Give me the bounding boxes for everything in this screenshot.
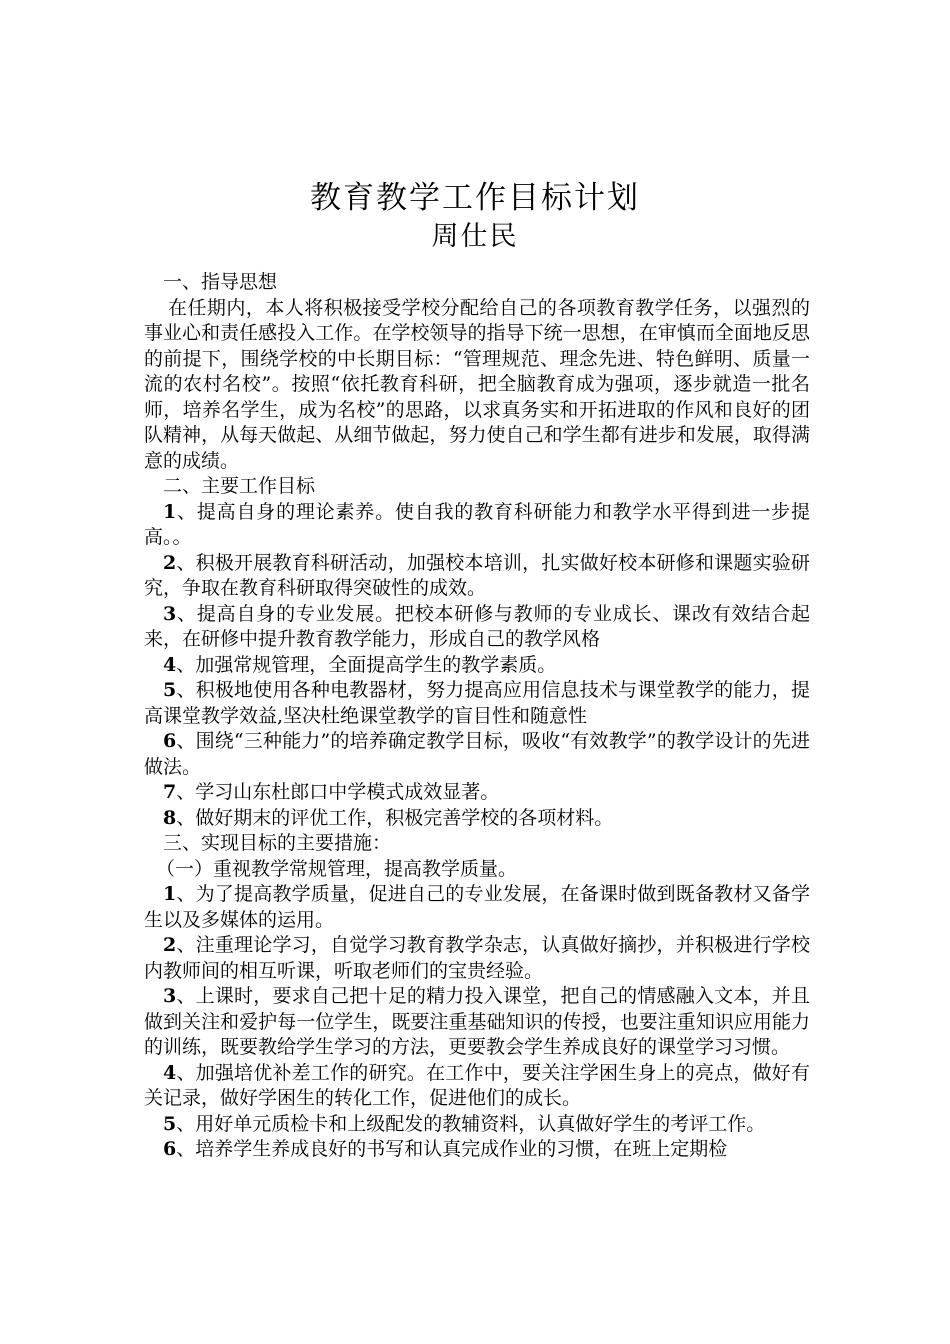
document-title: 教育教学工作目标计划: [310, 180, 640, 216]
document-author: 周仕民: [431, 221, 519, 252]
goal-item: [144, 678, 810, 729]
goal-item: [144, 806, 810, 832]
measure-text: 、上课时，要求自己把十足的精力投入课堂，把自己的情感融入文本，并且做到关注和爱护每一位学生，既要注重基础知识的传授，也要注重知识应用能力的训练，既要教给学生学习的方法，更要教会学生养成良好的课堂学习习惯。: [144, 985, 810, 1058]
measure-number: 1: [163, 883, 177, 905]
measure-item: [144, 1061, 810, 1112]
goal-text: 、围绕“三种能力”的培养确定教学目标，吸收“有效教学”的教学设计的先进做法。: [144, 730, 810, 778]
goal-number: 5: [163, 679, 177, 701]
goal-text: 、积极开展教育科研活动，加强校本培训，扎实做好校本研修和课题实验研究，争取在教育科研取得突破性的成效。: [144, 551, 810, 599]
goal-number: 1: [163, 500, 177, 523]
measure-number: 5: [163, 1112, 177, 1135]
section-heading-main-goals: 二、主要工作目标: [163, 475, 316, 497]
goal-number: 3: [163, 602, 177, 625]
goal-number: 8: [163, 806, 177, 829]
goal-text: 、积极地使用各种电教器材，努力提高应用信息技术与课堂教学的能力，提高课堂教学效益,坚决杜绝课堂教学的盲目性和随意性: [144, 679, 810, 727]
goal-number: 6: [163, 730, 177, 752]
goal-text: 、提高自身的理论素养。使自我的教育科研能力和教学水平得到进一步提高。。: [144, 500, 810, 548]
subsection-heading-teaching-routine: （一）重视教学常规管理，提高教学质量。: [156, 857, 518, 880]
measure-item: [144, 1137, 810, 1163]
document-body: [144, 270, 810, 1163]
goal-number: 2: [163, 551, 177, 574]
measure-item: [144, 882, 810, 933]
goal-text: 、加强常规管理，全面提高学生的教学素质。: [176, 653, 557, 676]
goal-text: 、学习山东杜郎口中学模式成效显著。: [176, 781, 500, 803]
goal-item: [144, 780, 810, 806]
goal-text: 、做好期末的评优工作，积极完善学校的各项材料。: [176, 806, 614, 829]
measure-number: 4: [163, 1061, 177, 1084]
goal-item: [144, 500, 810, 551]
measure-item: [144, 984, 810, 1061]
goal-item: [144, 602, 810, 653]
section-heading-guiding-ideology: 一、指导思想: [163, 271, 278, 293]
measure-item: [144, 933, 810, 984]
section-heading-measures: 三、实现目标的主要措施：: [163, 832, 392, 854]
measure-text: 、为了提高教学质量，促进自己的专业发展，在备课时做到既备教材又备学生以及多媒体的运用。: [144, 883, 810, 931]
measure-number: 2: [163, 934, 177, 956]
goal-item: [144, 653, 810, 679]
measure-text: 、注重理论学习，自觉学习教育教学杂志，认真做好摘抄，并积极进行学校内教师间的相互听课，听取老师们的宝贵经验。: [144, 934, 810, 982]
measure-text: 、用好单元质检卡和上级配发的教辅资料，认真做好学生的考评工作。: [176, 1112, 766, 1135]
goal-text: 、提高自身的专业发展。把校本研修与教师的专业成长、课改有效结合起来，在研修中提升教育教学能力，形成自己的教学风格: [144, 602, 810, 650]
measure-text: 、加强培优补差工作的研究。在工作中，要关注学困生身上的亮点，做好有关记录，做好学困生的转化工作，促进他们的成长。: [144, 1061, 810, 1109]
paragraph-guiding-ideology: 在任期内，本人将积极接受学校分配给自己的各项教育教学任务，以强烈的事业心和责任感投入工作。在学校领导的指导下统一思想，在审慎而全面地反思的前提下，围绕学校的中长期目标：“管理规范、理念先进、特色鲜明、质量一流的农村名校”。按照“依托教育科研，把全脑教育成为强项，逐步就造一批名师，培养名学生，成为名校”的思路，以求真务实和开拓进取的作风和良好的团队精神，从每天做起、从细节做起，努力使自己和学生都有进步和发展，取得满意的成绩。: [144, 296, 810, 472]
measure-number: 3: [163, 985, 177, 1007]
goal-number: 4: [163, 653, 177, 676]
measure-number: 6: [163, 1138, 177, 1160]
goal-number: 7: [163, 781, 177, 803]
measure-text: 、培养学生养成良好的书写和认真完成作业的习惯，在班上定期检: [176, 1138, 728, 1160]
goal-item: [144, 551, 810, 602]
measure-item: [144, 1112, 810, 1138]
goal-item: [144, 729, 810, 780]
